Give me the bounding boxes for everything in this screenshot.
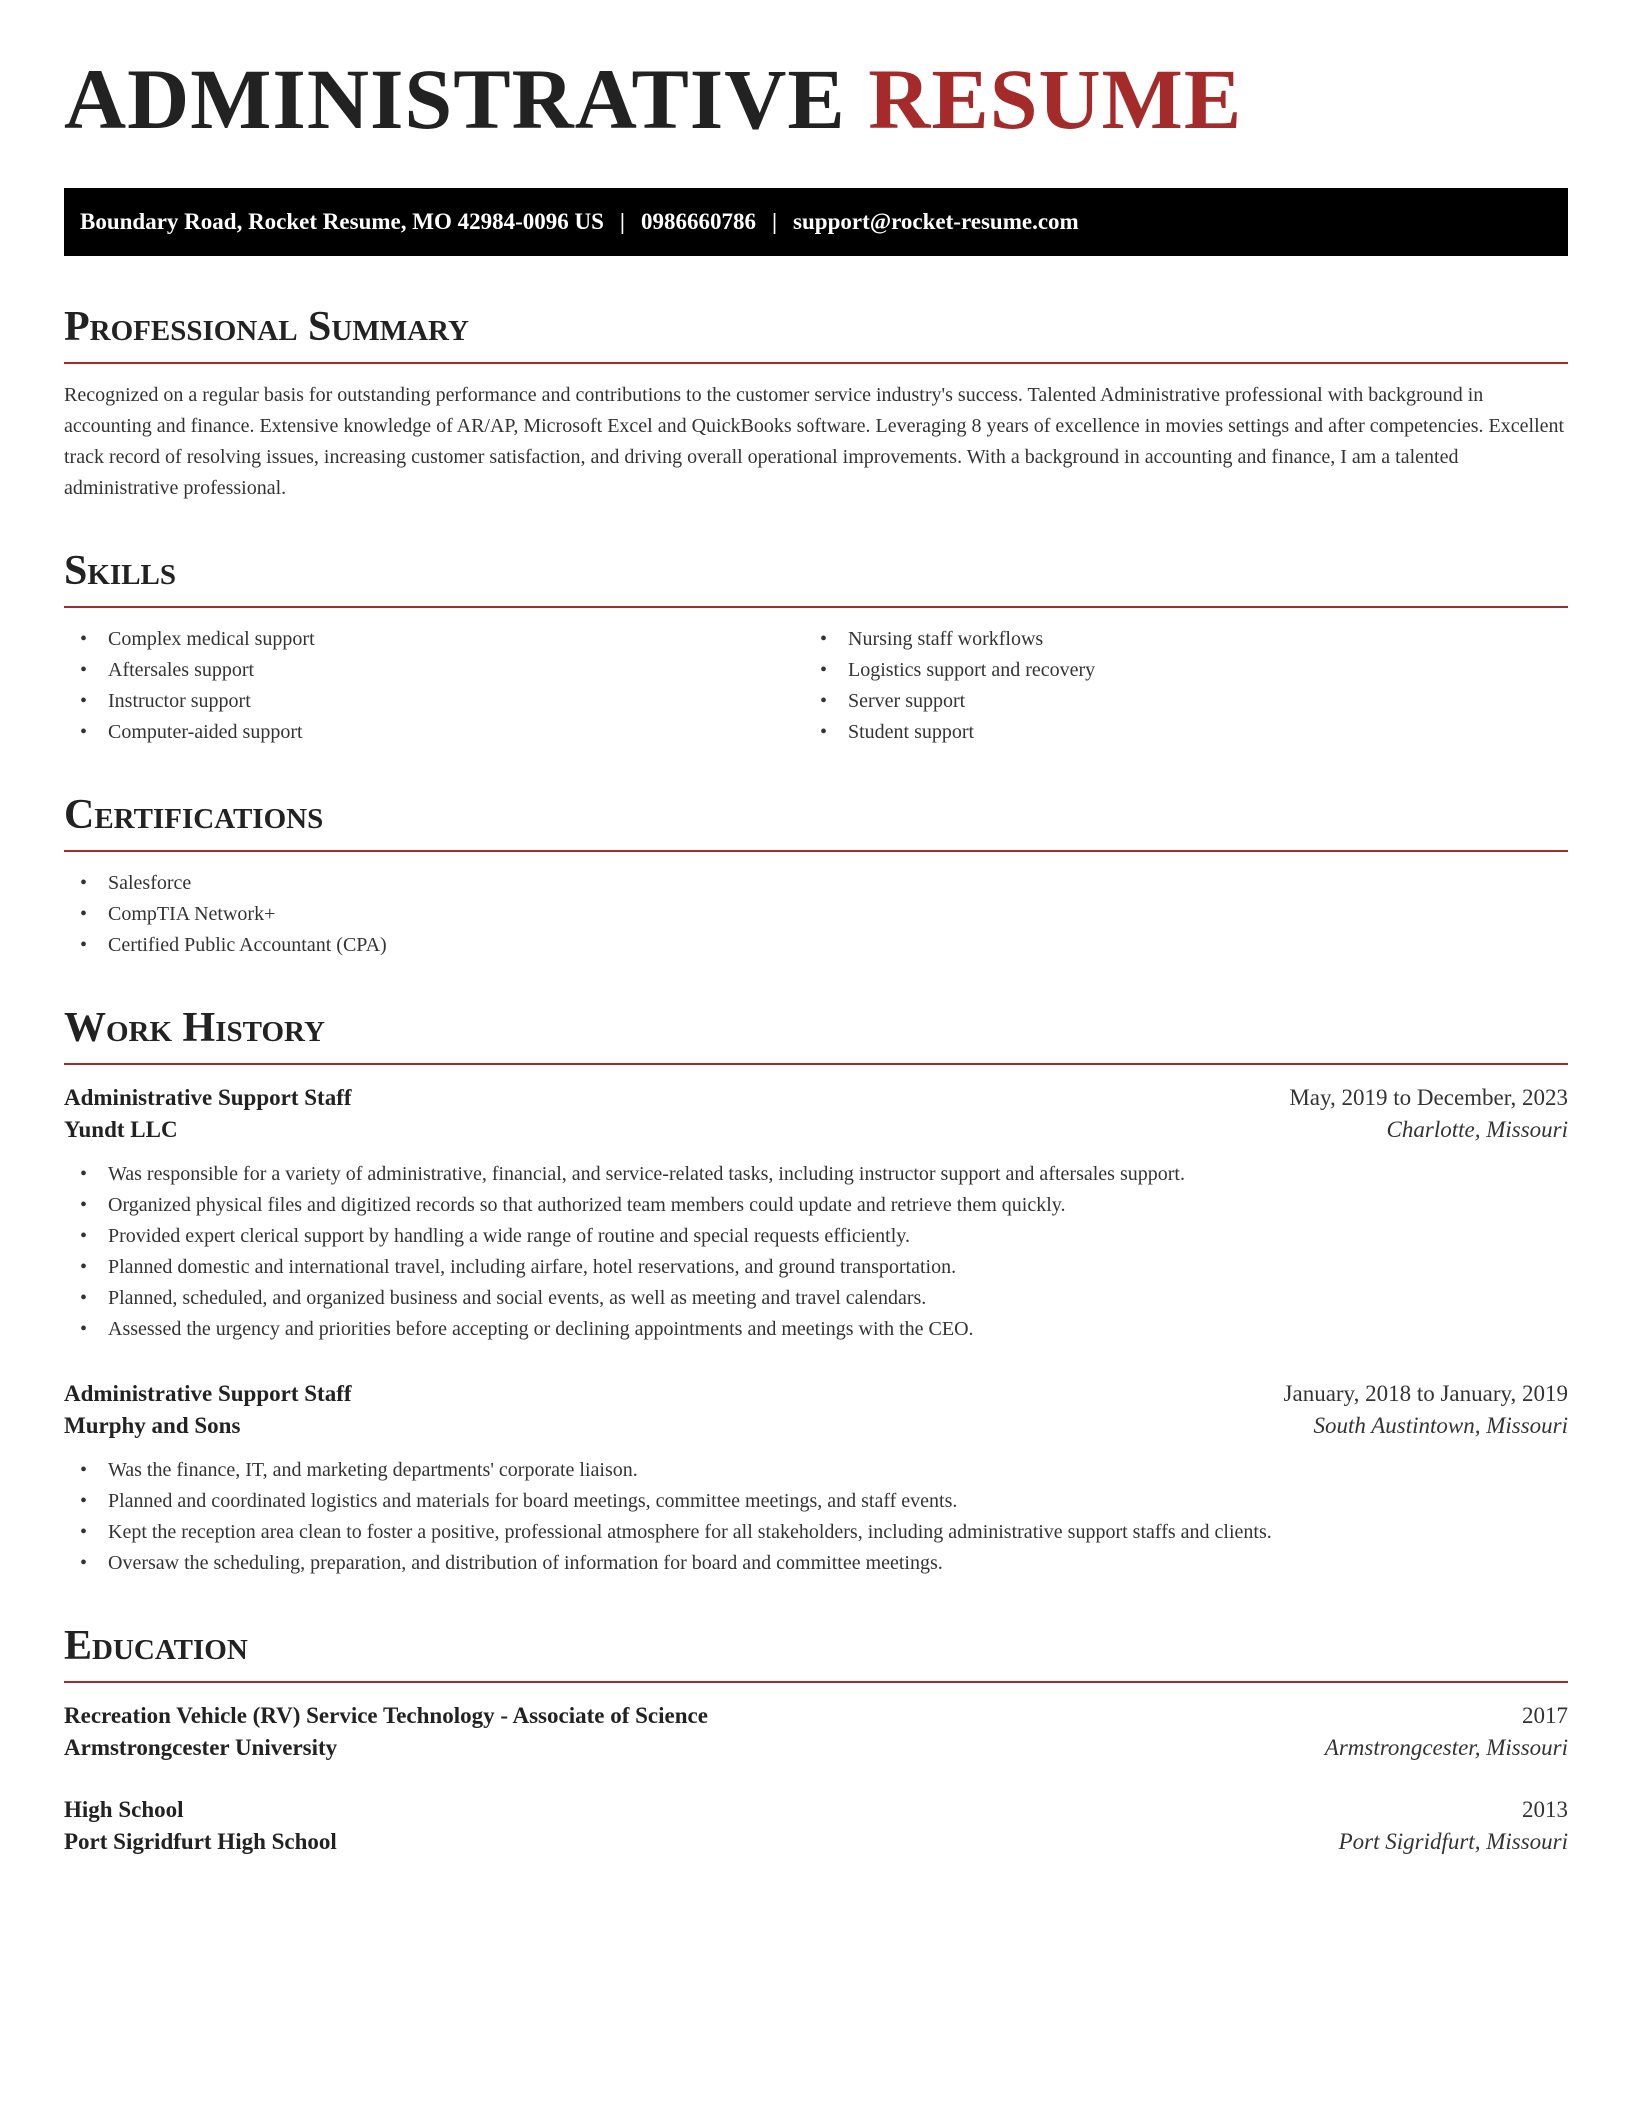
job-company: Murphy and Sons xyxy=(64,1413,241,1438)
job-dates: January, 2018 to January, 2019 xyxy=(1283,1381,1568,1406)
contact-address: Boundary Road, Rocket Resume, MO 42984-0096 US xyxy=(80,209,604,234)
job-duty-item: • Oversaw the scheduling, preparation, and distribution of information for board and committee meetings. xyxy=(64,1548,1568,1579)
title-part-administrative: ADMINISTRATIVE xyxy=(64,51,846,147)
skills-grid xyxy=(64,624,1568,748)
job-location: South Austintown, Missouri xyxy=(1313,1413,1568,1438)
education-degree: High School xyxy=(64,1797,184,1822)
education-degree: Recreation Vehicle (RV) Service Technology - Associate of Science xyxy=(64,1703,708,1728)
education-year: 2013 xyxy=(1522,1797,1568,1822)
certification-item: • Certified Public Accountant (CPA) xyxy=(64,930,1568,961)
certifications-list xyxy=(64,868,1568,961)
contact-separator: | xyxy=(619,209,625,234)
section-heading-summary: Professional Summary xyxy=(64,306,1568,364)
job-duty-item: • Provided expert clerical support by handling a wide range of routine and special requests efficiently. xyxy=(64,1221,1568,1252)
job-location: Charlotte, Missouri xyxy=(1386,1117,1568,1142)
skill-item: • Server support xyxy=(804,686,1544,717)
skill-item: • Complex medical support xyxy=(64,624,804,655)
skills-list-left xyxy=(64,624,804,748)
skill-item: • Computer-aided support xyxy=(64,717,804,748)
job-title: Administrative Support Staff xyxy=(64,1381,352,1406)
skills-list-right xyxy=(804,624,1544,748)
job-entry xyxy=(64,1381,1568,1579)
contact-email[interactable]: support@rocket-resume.com xyxy=(793,209,1079,234)
education-location: Port Sigridfurt, Missouri xyxy=(1338,1829,1568,1854)
skill-item: • Student support xyxy=(804,717,1544,748)
education-year: 2017 xyxy=(1522,1703,1568,1728)
skill-item: • Nursing staff workflows xyxy=(804,624,1544,655)
skill-item: • Aftersales support xyxy=(64,655,804,686)
education-entry xyxy=(64,1703,1568,1761)
job-duty-item: • Organized physical files and digitized records so that authorized team members could update and retrieve them quickly. xyxy=(64,1190,1568,1221)
certification-item: • CompTIA Network+ xyxy=(64,899,1568,930)
job-duty-item: • Planned domestic and international travel, including airfare, hotel reservations, and ground transportation. xyxy=(64,1252,1568,1283)
job-dates: May, 2019 to December, 2023 xyxy=(1289,1085,1568,1110)
skill-item: • Logistics support and recovery xyxy=(804,655,1544,686)
contact-phone[interactable]: 0986660786 xyxy=(640,209,756,234)
summary-text: Recognized on a regular basis for outstanding performance and contributions to the customer service industry's success. Talented Administrative professional with background in accounting and finance. Extensive knowledge of AR/AP, Microsoft Excel and QuickBooks software. Leveraging 8 years of excellence in movies settings and after competencies. Excellent track record of resolving issues, increasing customer satisfaction, and driving overall operational improvements. With a background in accounting and finance, I am a talented administrative professional. xyxy=(64,384,1565,499)
education-entry xyxy=(64,1797,1568,1855)
job-duty-item: • Planned, scheduled, and organized business and social events, as well as meeting and travel calendars. xyxy=(64,1283,1568,1314)
contact-separator: | xyxy=(771,209,778,234)
job-duties-list xyxy=(64,1455,1568,1579)
section-heading-work-history: Work History xyxy=(64,1007,1568,1065)
section-heading-skills: Skills xyxy=(64,550,1568,608)
job-duty-item: • Planned and coordinated logistics and materials for board meetings, committee meetings, and staff events. xyxy=(64,1486,1568,1517)
job-duty-item: • Kept the reception area clean to foster a positive, professional atmosphere for all stakeholders, including administrative support staffs and clients. xyxy=(64,1517,1568,1548)
resume-title xyxy=(64,51,1568,148)
job-duty-item: • Was responsible for a variety of administrative, financial, and service-related tasks, including instructor support and aftersales support. xyxy=(64,1159,1568,1190)
job-duties-list xyxy=(64,1159,1568,1345)
education-school: Armstrongcester University xyxy=(64,1735,338,1760)
job-duty-item: • Was the finance, IT, and marketing departments' corporate liaison. xyxy=(64,1455,1568,1486)
job-entry xyxy=(64,1085,1568,1345)
job-company: Yundt LLC xyxy=(64,1117,178,1142)
certification-item: • Salesforce xyxy=(64,868,1568,899)
title-part-resume: RESUME xyxy=(868,51,1243,147)
job-duty-item: • Assessed the urgency and priorities before accepting or declining appointments and meetings with the CEO. xyxy=(64,1314,1568,1345)
section-heading-education: Education xyxy=(64,1625,1568,1683)
education-location: Armstrongcester, Missouri xyxy=(1324,1735,1568,1760)
contact-bar xyxy=(64,188,1568,256)
education-school: Port Sigridfurt High School xyxy=(64,1829,337,1854)
section-heading-certifications: Certifications xyxy=(64,794,1568,852)
skill-item: • Instructor support xyxy=(64,686,804,717)
job-title: Administrative Support Staff xyxy=(64,1085,352,1110)
